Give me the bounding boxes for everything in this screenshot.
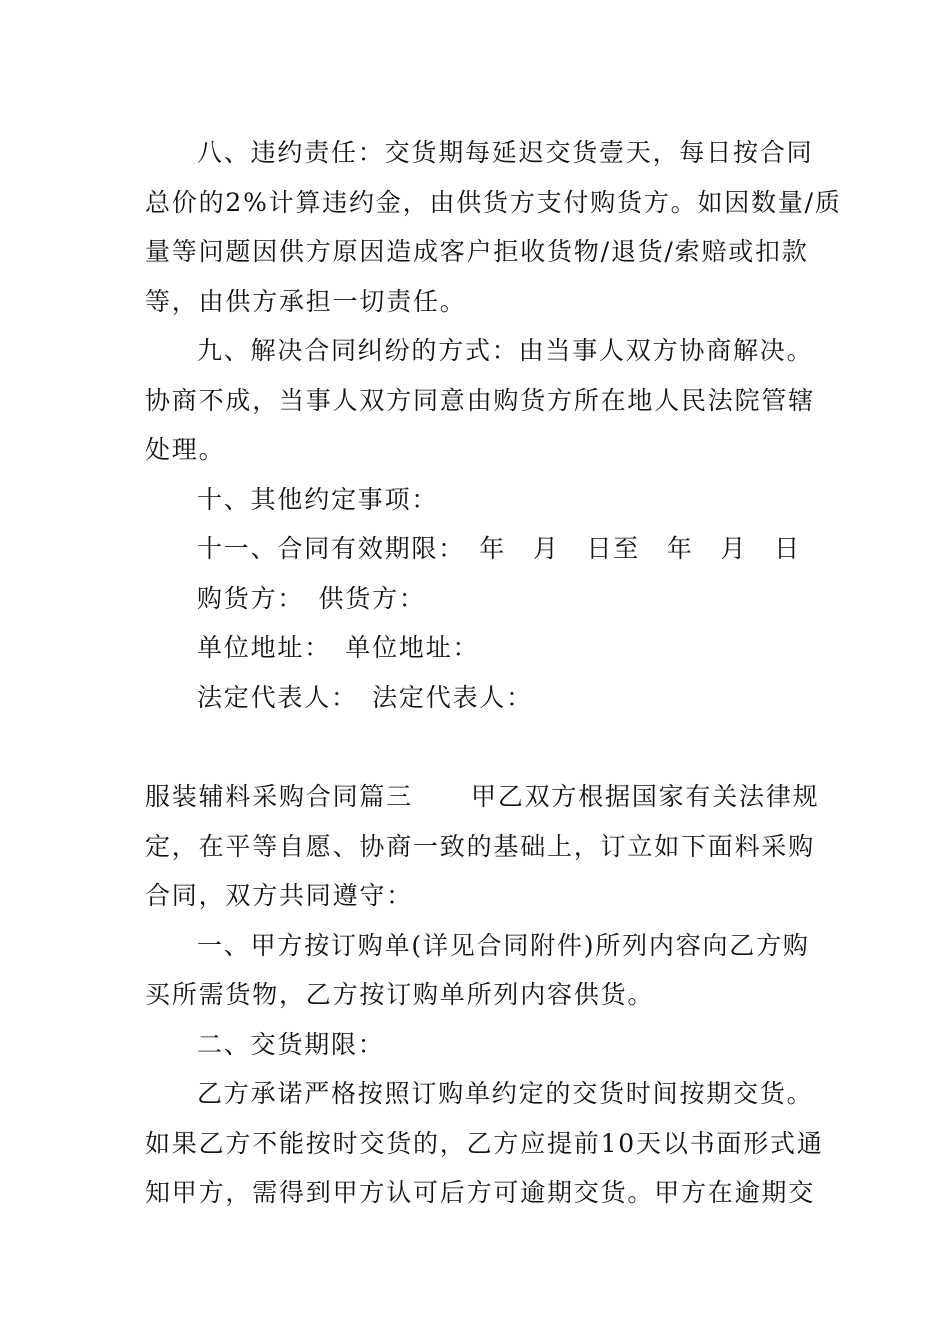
article-2-heading: 二、交货期限： [197,1030,385,1059]
intro-line-3: 合同，双方共同遵守： [145,881,414,910]
clause-8-line-1: 八、违约责任：交货期每延迟交货壹天，每日按合同 [197,138,814,167]
signature-parties: 购货方： 供货方： [197,584,426,613]
article-2-line-3: 知甲方，需得到甲方认可后方可逾期交货。甲方在逾期交 [145,1178,816,1207]
article-1-line-2: 买所需货物，乙方按订购单所列内容供货。 [145,980,655,1009]
intro-line-1: 甲乙双方根据国家有关法律规 [471,782,820,811]
clause-9-line-3: 处理。 [145,435,226,464]
article-2-line-1: 乙方承诺严格按照订购单约定的交货时间按期交货。 [197,1079,814,1108]
clause-10: 十、其他约定事项： [197,485,439,514]
section-heading-line [145,782,819,812]
clause-11-validity: 十一、合同有效期限： 年 月 日至 年 月 日 [197,534,801,563]
article-2-line-2: 如果乙方不能按时交货的，乙方应提前10天以书面形式通 [145,1129,824,1158]
clause-9-line-2: 协商不成，当事人双方同意由购货方所在地人民法院管辖 [145,386,816,415]
clause-9-line-1: 九、解决合同纠纷的方式：由当事人双方协商解决。 [197,336,814,365]
clause-8-line-4: 等，由供方承担一切责任。 [145,287,467,316]
clause-8-line-3: 量等问题因供方原因造成客户拒收货物/退货/索赔或扣款 [145,237,809,266]
clause-8-line-2: 总价的2%计算违约金，由供货方支付购货方。如因数量/质 [145,188,842,217]
signature-legal-rep: 法定代表人： 法定代表人： [197,683,533,712]
article-1-line-1: 一、甲方按订购单(详见合同附件)所列内容向乙方购 [197,931,810,960]
intro-line-2: 定，在平等自愿、协商一致的基础上，订立如下面料采购 [145,832,816,861]
section-title: 服装辅料采购合同篇三 [145,782,414,811]
signature-address: 单位地址： 单位地址： [197,633,480,662]
